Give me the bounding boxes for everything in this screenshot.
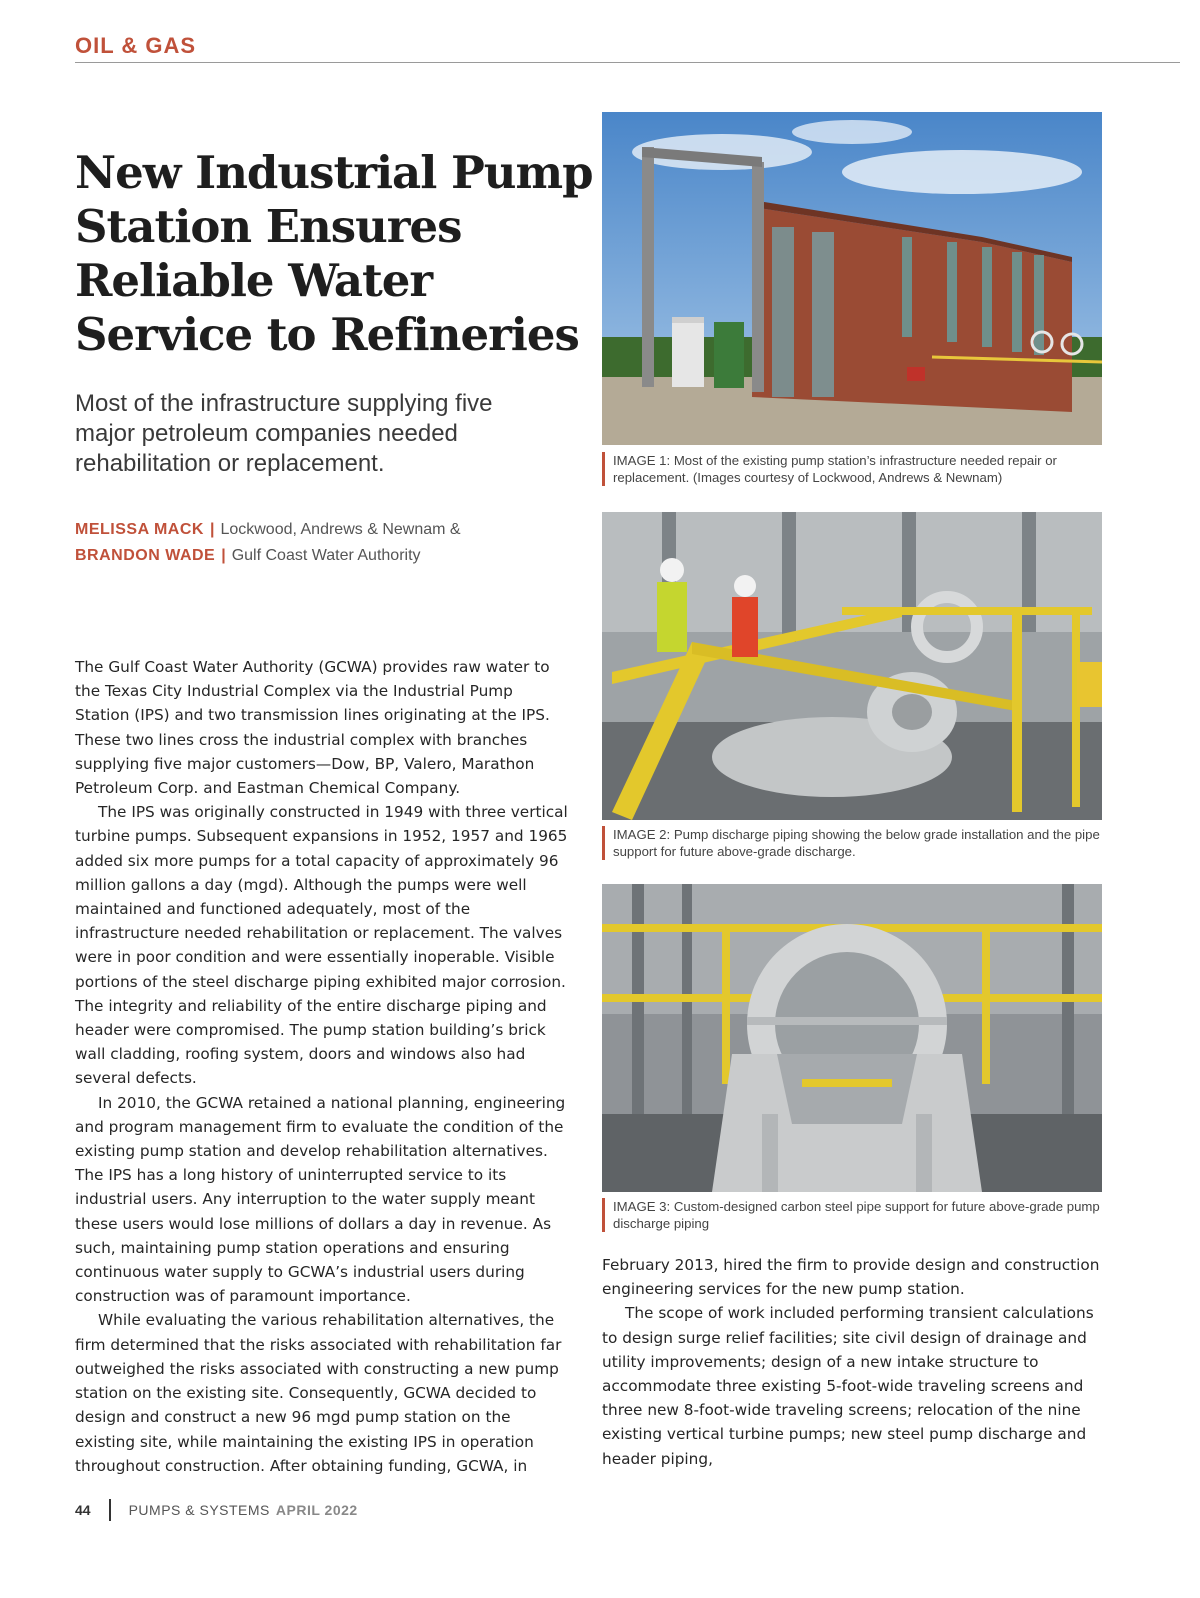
body-paragraph: The IPS was originally constructed in 1949 with three vertical turbine pumps. Subsequent expansions in 1952, 1957 and 1965 added six more pumps for a total capacity of approximately 96 million gallons a day (mgd). Although the pumps were well maintained and functioned adequately, most of the infrastructure needed rehabilitation or replacement. The valves were in poor condition and were essentially inoperable. Visible portions of the steel discharge piping exhibited major corrosion. The integrity and reliability of the entire discharge piping and header were compromised. The pump station building’s brick wall cladding, roofing system, doors and windows also had several defects. (75, 803, 568, 1088)
body-column-left (75, 655, 568, 1478)
byline-author-1 (75, 521, 595, 539)
byline-separator: | (221, 547, 226, 564)
body-paragraph: While evaluating the various rehabilitation alternatives, the firm determined that the risks associated with rehabilitation far outweighed the risks associated with constructing a new pump station on the existing site. Consequently, GCWA decided to design and construct a new 96 mgd pump station on the existing site, while maintaining the existing IPS in operation throughout construction. After obtaining funding, GCWA, in (75, 1311, 562, 1475)
footer-divider (109, 1499, 111, 1521)
image-caption: IMAGE 1: Most of the existing pump station’s infrastructure needed repair or replacement. (Images courtesy of Lockwood, Andrews & Newnam) (602, 452, 1108, 486)
article-deck: Most of the infrastructure supplying five major petroleum companies needed rehabilitation or replacement. (75, 390, 493, 477)
section-label: OIL & GAS (75, 33, 197, 58)
body-paragraph: The scope of work included performing transient calculations to design surge relief facilities; site civil design of drainage and utility improvements; design of a new intake structure to accommodate three existing 5-foot-wide traveling screens and three new 8-foot-wide traveling screens; relocation of the nine existing vertical turbine pumps; new steel pump discharge and header piping, (602, 1304, 1094, 1468)
page-number: 44 (75, 1502, 91, 1518)
author-affiliation: Lockwood, Andrews & Newnam & (220, 521, 461, 538)
author-name: BRANDON WADE (75, 547, 216, 564)
section-divider (75, 62, 1180, 63)
photo-pump-station-exterior (602, 112, 1102, 445)
publication-name: PUMPS & SYSTEMS (128, 1502, 270, 1518)
page-footer (75, 1499, 358, 1521)
image-caption: IMAGE 3: Custom-designed carbon steel pipe support for future above-grade pump discharge piping (602, 1198, 1108, 1232)
body-column-right (602, 1253, 1102, 1471)
photo-discharge-piping (602, 512, 1102, 820)
author-affiliation: Gulf Coast Water Authority (231, 547, 421, 564)
issue-date: APRIL 2022 (275, 1502, 358, 1518)
body-paragraph: In 2010, the GCWA retained a national planning, engineering and program management firm to evaluate the condition of the existing pump station and develop rehabilitation alternatives. The IPS has a long history of uninterrupted service to its industrial users. Any interruption to the water supply meant these users would lose millions of dollars a day in revenue. As such, maintaining pump station operations and ensuring continuous water supply to GCWA’s industrial users during construction was of paramount importance. (75, 1093, 566, 1306)
byline-author-2 (75, 547, 595, 565)
photo-pipe-support (602, 884, 1102, 1192)
body-paragraph: The Gulf Coast Water Authority (GCWA) provides raw water to the Texas City Industrial Complex via the Industrial Pump Station (IPS) and two transmission lines originating at the IPS. These two lines cross the industrial complex with branches supplying five major customers—Dow, BP, Valero, Marathon Petroleum Corp. and Eastman Chemical Company. (75, 658, 550, 798)
image-caption: IMAGE 2: Pump discharge piping showing the below grade installation and the pipe support for future above-grade discharge. (602, 826, 1108, 860)
byline-separator: | (209, 521, 215, 538)
body-paragraph: February 2013, hired the firm to provide design and construction engineering services for the new pump station. (602, 1256, 1100, 1299)
article-title: New Industrial Pump Station Ensures Reliable Water Service to Refineries (75, 146, 593, 361)
author-name: MELISSA MACK (75, 521, 204, 538)
